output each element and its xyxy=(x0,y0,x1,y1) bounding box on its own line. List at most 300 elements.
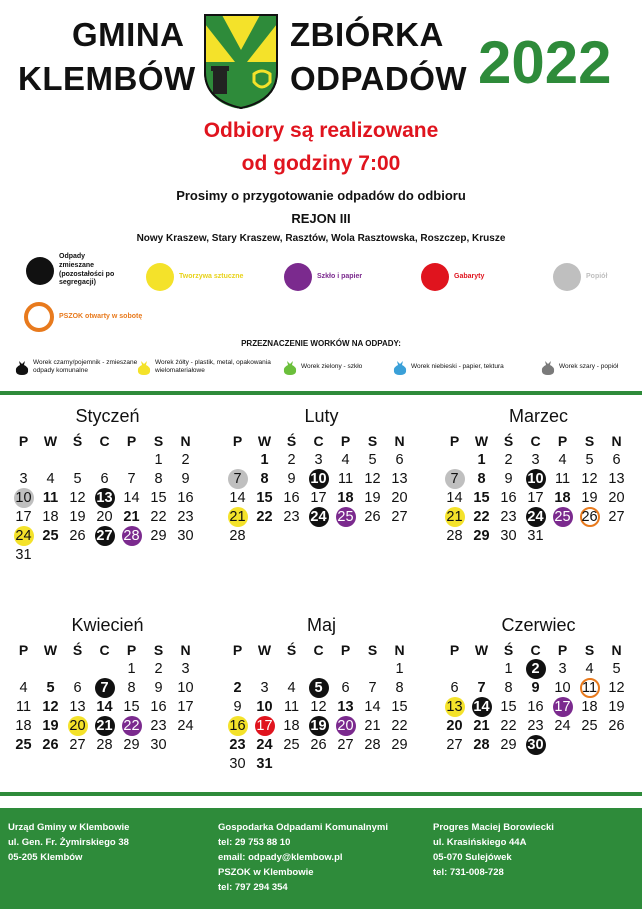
day-number: 28 xyxy=(473,736,490,753)
day-number: 26 xyxy=(310,736,327,753)
day-number-purple-marked: 22 xyxy=(123,717,140,734)
day-number: 5 xyxy=(46,679,55,696)
calendar-day xyxy=(468,526,495,545)
calendar-day xyxy=(10,507,37,526)
calendar-day xyxy=(118,488,145,507)
day-number: 31 xyxy=(256,755,273,772)
calendar-day xyxy=(305,735,332,754)
day-number: 19 xyxy=(364,489,381,506)
day-number-black-marked: 21 xyxy=(96,717,113,734)
day-number: 6 xyxy=(73,679,82,696)
calendar-day xyxy=(386,697,413,716)
day-number: 13 xyxy=(69,698,86,715)
calendar-day xyxy=(118,507,145,526)
bag-label: Worek zielony - szkło xyxy=(301,362,363,370)
weekday-header: W xyxy=(257,641,272,658)
weekday-header: P xyxy=(340,432,351,449)
day-number-purple-marked: 20 xyxy=(337,717,354,734)
footer-email-link[interactable]: email: odpady@klembow.pl xyxy=(218,852,343,863)
weekday-header: N xyxy=(180,641,191,658)
calendar-day xyxy=(251,507,278,526)
day-number: 17 xyxy=(177,698,194,715)
calendar-day xyxy=(224,754,251,773)
day-number-grey-marked: 10 xyxy=(15,489,32,506)
day-number: 16 xyxy=(283,489,300,506)
calendar-day xyxy=(603,659,630,678)
region-title: REJON III xyxy=(291,211,351,226)
weekday-header: W xyxy=(43,432,58,449)
bag-label: Worek żółty - plastik, metal, opakowania wielomateriałowe xyxy=(155,358,271,374)
calendar-day xyxy=(64,678,91,697)
calendar-day xyxy=(332,697,359,716)
weekday-header: P xyxy=(557,432,568,449)
day-number: 26 xyxy=(42,736,59,753)
calendar-day xyxy=(576,678,603,697)
calendar-day xyxy=(468,450,495,469)
legend-yellow-dot-icon xyxy=(146,263,174,291)
calendar-day xyxy=(224,507,251,526)
day-number: 5 xyxy=(585,451,594,468)
calendar-day xyxy=(91,716,118,735)
calendar-day xyxy=(468,488,495,507)
notice-prepare: Prosimy o przygotowanie odpadów do odbioru xyxy=(176,188,466,203)
empty-cell xyxy=(224,659,251,678)
weekday-header: Ś xyxy=(286,432,297,449)
day-number: 1 xyxy=(504,660,513,677)
bag-label: Worek czarny/pojemnik - zmieszane odpady komunalne xyxy=(33,358,138,374)
legend-label: Odpady zmieszane (pozostałości po segregacji) xyxy=(59,253,115,287)
day-number: 27 xyxy=(446,736,463,753)
weekday-header: W xyxy=(474,432,489,449)
day-number: 18 xyxy=(337,489,354,506)
calendar-day xyxy=(522,469,549,488)
calendar-day xyxy=(145,469,172,488)
day-number: 4 xyxy=(19,679,28,696)
day-number: 12 xyxy=(42,698,59,715)
day-number: 28 xyxy=(96,736,113,753)
legend-label: Tworzywa sztuczne xyxy=(179,272,244,280)
day-number: 9 xyxy=(287,470,296,487)
day-number: 21 xyxy=(364,717,381,734)
weekday-header: S xyxy=(153,641,164,658)
day-number: 15 xyxy=(500,698,517,715)
day-number: 29 xyxy=(123,736,140,753)
day-number: 26 xyxy=(608,717,625,734)
weekday-header: Ś xyxy=(503,641,514,658)
calendar-day xyxy=(224,469,251,488)
calendar-day xyxy=(10,488,37,507)
empty-cell xyxy=(10,659,37,678)
calendar-day xyxy=(549,678,576,697)
day-number: 18 xyxy=(581,698,598,715)
footer-line: ul. Krasińskiego 44A xyxy=(433,837,527,848)
calendar-day xyxy=(251,678,278,697)
day-number: 11 xyxy=(283,698,300,715)
calendar-day xyxy=(603,697,630,716)
day-number: 21 xyxy=(123,508,140,525)
weekday-header: C xyxy=(99,432,110,449)
calendar-day xyxy=(332,716,359,735)
day-number: 2 xyxy=(504,451,513,468)
day-number: 9 xyxy=(181,470,190,487)
day-number: 3 xyxy=(558,660,567,677)
day-number-black-marked: 24 xyxy=(310,508,327,525)
weekday-header: N xyxy=(394,432,405,449)
yellow-bag-icon xyxy=(136,358,152,376)
footer-col-contractor xyxy=(433,820,554,880)
empty-cell xyxy=(64,659,91,678)
day-number: 2 xyxy=(233,679,242,696)
day-number: 23 xyxy=(177,508,194,525)
calendar-day xyxy=(495,450,522,469)
day-number: 16 xyxy=(177,489,194,506)
day-number: 19 xyxy=(69,508,86,525)
bag-green xyxy=(282,358,362,376)
legend-red-dot-icon xyxy=(421,263,449,291)
day-number: 27 xyxy=(391,508,408,525)
blue-bag-icon xyxy=(392,358,408,376)
calendar-day xyxy=(522,450,549,469)
calendar-day xyxy=(10,469,37,488)
day-number-purple-marked: 17 xyxy=(554,698,571,715)
weekday-header: S xyxy=(367,432,378,449)
day-number: 24 xyxy=(554,717,571,734)
calendar-day xyxy=(522,507,549,526)
weekday-header: Ś xyxy=(286,641,297,658)
month-name: Kwiecień xyxy=(71,615,144,635)
legend-label: Szkło i papier xyxy=(317,272,363,280)
weekday-header: N xyxy=(611,641,622,658)
day-number: 5 xyxy=(368,451,377,468)
calendar-day xyxy=(118,526,145,545)
footer-phone-link[interactable]: tel: 797 294 354 xyxy=(218,882,288,893)
footer-line: 05-205 Klembów xyxy=(8,852,83,863)
day-number: 28 xyxy=(446,527,463,544)
day-number: 1 xyxy=(477,451,486,468)
calendar-day xyxy=(386,507,413,526)
calendar-day xyxy=(305,469,332,488)
calendar-day xyxy=(495,507,522,526)
day-number: 16 xyxy=(500,489,517,506)
day-number-grey-marked: 7 xyxy=(445,469,465,489)
calendar-day xyxy=(91,507,118,526)
calendar-day xyxy=(495,469,522,488)
legend-bulky xyxy=(421,263,484,291)
day-number: 15 xyxy=(150,489,167,506)
header-odpadow: ODPADÓW xyxy=(290,60,468,97)
legend-purple-dot-icon xyxy=(284,263,312,291)
day-number-yellow-marked: 24 xyxy=(15,527,32,544)
day-number: 5 xyxy=(73,470,82,487)
calendar-day xyxy=(118,735,145,754)
day-number: 2 xyxy=(181,451,190,468)
legend-black-dot-icon xyxy=(26,257,54,285)
calendar-day xyxy=(549,488,576,507)
footer-phone-link[interactable]: tel: 731-008-728 xyxy=(433,867,504,878)
legend-plastic xyxy=(146,263,243,291)
calendar-day xyxy=(305,716,332,735)
day-number: 9 xyxy=(154,679,163,696)
calendar-day xyxy=(224,526,251,545)
calendar-day xyxy=(576,488,603,507)
calendar-day xyxy=(549,659,576,678)
calendar-day xyxy=(386,716,413,735)
grey-bag-icon xyxy=(540,358,556,376)
calendar-day xyxy=(278,469,305,488)
calendar-day xyxy=(64,469,91,488)
day-number: 12 xyxy=(364,470,381,487)
day-number: 1 xyxy=(395,660,404,677)
calendar-day xyxy=(251,450,278,469)
calendar-day xyxy=(549,716,576,735)
day-number: 10 xyxy=(554,679,571,696)
day-number: 4 xyxy=(585,660,594,677)
weekday-header: N xyxy=(180,432,191,449)
calendar-day xyxy=(91,697,118,716)
day-number-yellow-marked: 21 xyxy=(229,508,246,525)
month-grid xyxy=(441,431,636,545)
divider-bottom xyxy=(0,792,642,796)
day-number: 12 xyxy=(69,489,86,506)
calendar-day xyxy=(359,697,386,716)
day-number: 30 xyxy=(229,755,246,772)
day-number: 23 xyxy=(283,508,300,525)
footer-line: Gospodarka Odpadami Komunalnymi xyxy=(218,822,388,833)
day-number: 15 xyxy=(123,698,140,715)
day-number: 26 xyxy=(364,508,381,525)
month-name: Luty xyxy=(304,406,339,426)
calendar-day xyxy=(468,735,495,754)
day-number: 19 xyxy=(581,489,598,506)
calendar-day xyxy=(603,716,630,735)
calendar-day xyxy=(224,716,251,735)
calendar-day xyxy=(359,507,386,526)
day-number: 6 xyxy=(612,451,621,468)
calendar-day xyxy=(145,659,172,678)
bag-black xyxy=(14,358,143,376)
calendar-day xyxy=(118,659,145,678)
day-number: 2 xyxy=(287,451,296,468)
day-number: 9 xyxy=(233,698,242,715)
calendar-day xyxy=(172,659,199,678)
calendar-day xyxy=(91,469,118,488)
calendar-day xyxy=(91,526,118,545)
day-number: 29 xyxy=(150,527,167,544)
calendar-day xyxy=(386,450,413,469)
calendar-day xyxy=(37,697,64,716)
empty-cell xyxy=(359,659,386,678)
weekday-header: N xyxy=(611,432,622,449)
weekday-header: W xyxy=(257,432,272,449)
header-gmina: GMINA xyxy=(72,16,185,53)
calendar-day xyxy=(278,507,305,526)
calendar-day xyxy=(359,678,386,697)
weekday-header: C xyxy=(313,432,324,449)
day-number: 12 xyxy=(310,698,327,715)
calendar-day xyxy=(495,659,522,678)
day-number: 19 xyxy=(42,717,59,734)
day-number-yellow-marked: 20 xyxy=(69,717,86,734)
calendar-day xyxy=(549,450,576,469)
day-number: 25 xyxy=(42,527,59,544)
calendar-day xyxy=(172,450,199,469)
calendar-day xyxy=(332,469,359,488)
calendar-day xyxy=(64,735,91,754)
day-number: 15 xyxy=(256,489,273,506)
day-number: 12 xyxy=(608,679,625,696)
weekday-header: P xyxy=(449,432,460,449)
header-year: 2022 xyxy=(478,29,612,96)
day-number: 8 xyxy=(260,470,269,487)
day-number-black-marked: 27 xyxy=(96,527,113,544)
calendar-day xyxy=(251,754,278,773)
month-grid xyxy=(224,431,419,545)
day-number: 29 xyxy=(473,527,490,544)
day-number: 27 xyxy=(337,736,354,753)
calendar-day xyxy=(576,659,603,678)
calendar-day xyxy=(10,697,37,716)
calendar-day xyxy=(64,488,91,507)
day-number-orange-marked: 26 xyxy=(581,508,598,525)
calendar-day xyxy=(441,488,468,507)
calendar-day xyxy=(145,697,172,716)
day-number: 8 xyxy=(477,470,486,487)
day-number-yellow-marked: 21 xyxy=(446,508,463,525)
day-number-purple-marked: 25 xyxy=(337,508,354,525)
day-number: 30 xyxy=(500,527,517,544)
day-number: 23 xyxy=(500,508,517,525)
day-number: 28 xyxy=(229,527,246,544)
notice-line-2: od godziny 7:00 xyxy=(241,152,401,175)
black-bag-icon xyxy=(14,358,30,376)
calendar-day xyxy=(64,507,91,526)
legend-label: Gabaryty xyxy=(454,272,485,280)
footer-line: Urząd Gminy w Klembowie xyxy=(8,822,130,833)
calendar-day xyxy=(118,716,145,735)
weekday-header: C xyxy=(530,641,541,658)
calendar-day xyxy=(603,678,630,697)
calendar-day xyxy=(549,507,576,526)
calendar-day xyxy=(172,697,199,716)
legend-glass-paper xyxy=(284,263,362,291)
day-number: 9 xyxy=(531,679,540,696)
weekday-header: Ś xyxy=(72,641,83,658)
day-number: 8 xyxy=(504,679,513,696)
day-number: 13 xyxy=(391,470,408,487)
month-grid xyxy=(10,640,205,754)
calendar-day xyxy=(37,716,64,735)
calendar-day xyxy=(37,488,64,507)
calendar-day xyxy=(522,716,549,735)
day-number: 12 xyxy=(581,470,598,487)
empty-cell xyxy=(37,659,64,678)
day-number: 17 xyxy=(310,489,327,506)
calendar-day xyxy=(359,450,386,469)
day-number: 3 xyxy=(531,451,540,468)
calendar-day xyxy=(549,469,576,488)
calendar-day xyxy=(576,507,603,526)
calendar-day xyxy=(37,526,64,545)
weekday-header: P xyxy=(232,641,243,658)
day-number: 20 xyxy=(391,489,408,506)
calendar-day xyxy=(576,450,603,469)
day-number-black-marked: 10 xyxy=(310,470,327,487)
empty-cell xyxy=(468,659,495,678)
empty-cell xyxy=(118,450,145,469)
day-number-black-marked: 2 xyxy=(526,659,546,679)
calendar-day xyxy=(522,735,549,754)
month-name: Marzec xyxy=(508,406,568,426)
calendar-day xyxy=(522,526,549,545)
weekday-header: S xyxy=(584,641,595,658)
calendar-day xyxy=(495,678,522,697)
month-march xyxy=(441,405,636,545)
notice-line-1: Odbiory są realizowane xyxy=(203,119,439,142)
empty-cell xyxy=(278,659,305,678)
calendar-day xyxy=(145,716,172,735)
calendar-day xyxy=(91,678,118,697)
calendar-day xyxy=(251,469,278,488)
day-number-black-marked: 30 xyxy=(527,736,544,753)
day-number: 20 xyxy=(608,489,625,506)
calendar-day xyxy=(576,697,603,716)
calendar-day xyxy=(332,678,359,697)
weekday-header: S xyxy=(367,641,378,658)
calendar-day xyxy=(305,450,332,469)
day-number: 24 xyxy=(177,717,194,734)
calendar-day xyxy=(332,450,359,469)
legend-grey-dot-icon xyxy=(553,263,581,291)
calendar-day xyxy=(359,469,386,488)
empty-cell xyxy=(332,659,359,678)
footer-phone-link[interactable]: tel: 29 753 88 10 xyxy=(218,837,291,848)
day-number: 15 xyxy=(473,489,490,506)
calendar-day xyxy=(37,469,64,488)
divider-top xyxy=(0,391,642,395)
day-number: 22 xyxy=(473,508,490,525)
empty-cell xyxy=(224,450,251,469)
calendar-day xyxy=(522,659,549,678)
day-number: 14 xyxy=(229,489,246,506)
day-number: 4 xyxy=(287,679,296,696)
day-number: 8 xyxy=(127,679,136,696)
calendar-day xyxy=(359,716,386,735)
calendar-day xyxy=(468,716,495,735)
day-number: 11 xyxy=(554,470,571,487)
green-bag-icon xyxy=(282,358,298,376)
calendar-day xyxy=(495,735,522,754)
weekday-header: P xyxy=(126,432,137,449)
day-number: 16 xyxy=(150,698,167,715)
weekday-header: C xyxy=(313,641,324,658)
calendar-day xyxy=(118,697,145,716)
calendar-day xyxy=(386,678,413,697)
calendar-day xyxy=(495,526,522,545)
calendar-day xyxy=(64,526,91,545)
empty-cell xyxy=(91,659,118,678)
calendar-day xyxy=(251,735,278,754)
empty-cell xyxy=(441,450,468,469)
day-number: 3 xyxy=(314,451,323,468)
calendar-day xyxy=(145,450,172,469)
day-number: 20 xyxy=(96,508,113,525)
day-number-red-marked: 17 xyxy=(256,717,273,734)
calendar-day xyxy=(145,488,172,507)
weekday-header: P xyxy=(557,641,568,658)
day-number: 3 xyxy=(19,470,28,487)
calendar-day xyxy=(441,735,468,754)
month-name: Czerwiec xyxy=(501,615,576,635)
